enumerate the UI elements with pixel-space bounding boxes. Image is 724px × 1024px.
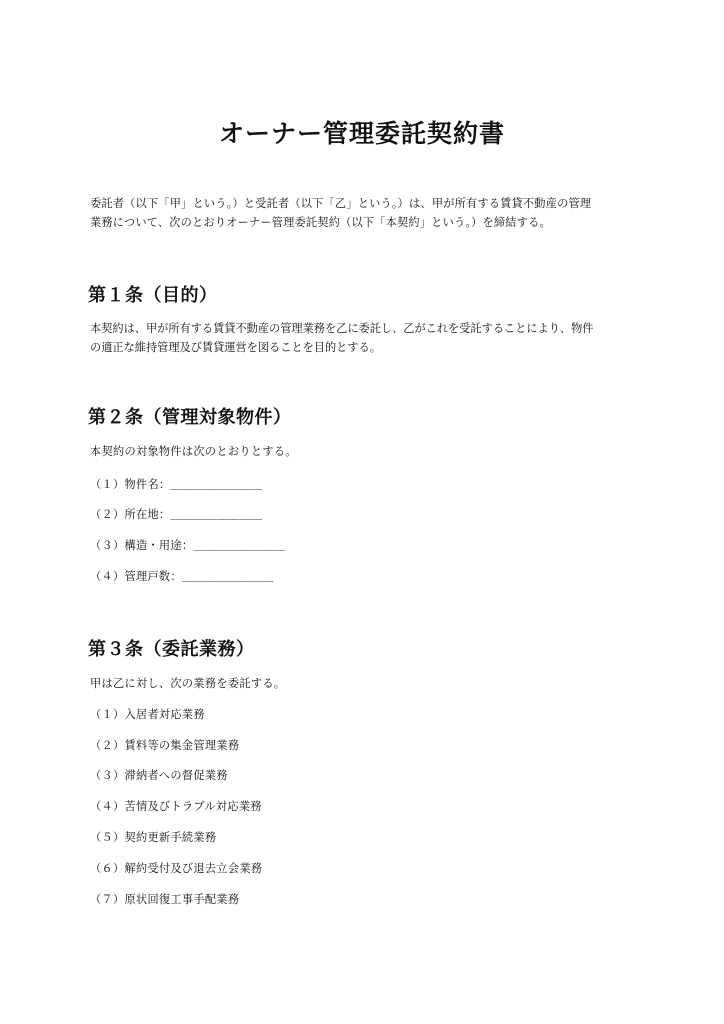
article-3-item: （７）原状回復工事手配業務: [90, 893, 240, 906]
article-3-item: （６）解約受付及び退去立会業務: [90, 862, 263, 875]
article-3-item: （３）滞納者への督促業務: [90, 769, 228, 782]
article-3-heading: 第３条（委託業務）: [88, 639, 255, 660]
article-3-item: （４）苦情及びトラブル対応業務: [90, 800, 262, 813]
article-2-item: （３）構造・用途：＿＿＿＿＿＿＿＿: [90, 539, 286, 552]
document-title: オーナー管理委託契約書: [218, 119, 505, 148]
article-3-item: （５）契約更新手続業務: [90, 831, 217, 844]
article-3-item: （２）賃料等の集金管理業務: [90, 739, 240, 752]
article-2-heading: 第２条（管理対象物件）: [88, 407, 292, 428]
article-1-heading: 第１条（目的）: [88, 285, 218, 306]
intro-line: 業務について、次のとおりオーナー管理委託契約（以下「本契約」という。）を締結する。: [90, 216, 551, 229]
article-1-body: [90, 319, 650, 357]
article-2-item: （２）所在地：＿＿＿＿＿＿＿＿: [90, 508, 263, 521]
article-1-body-line: 本契約は、甲が所有する賃貸不動産の管理業務を乙に委託し、乙がこれを受託することにより、物件: [90, 322, 594, 335]
article-3-lead: 甲は乙に対し、次の業務を委託する。: [90, 677, 286, 690]
article-2-lead: 本契約の対象物件は次のとおりとする。: [90, 445, 297, 458]
intro-paragraph: [90, 194, 650, 232]
article-3-item: （１）入居者対応業務: [90, 708, 205, 721]
article-1-body-line: の適正な維持管理及び賃貸運営を図ることを目的とする。: [90, 341, 381, 354]
article-2-item: （１）物件名：＿＿＿＿＿＿＿＿: [90, 478, 263, 491]
article-2-item: （４）管理戸数：＿＿＿＿＿＿＿＿: [90, 570, 274, 583]
intro-line: 委託者（以下「甲」という。）と受託者（以下「乙」という。）は、甲が所有する賃貸不動産の管理: [90, 197, 592, 210]
